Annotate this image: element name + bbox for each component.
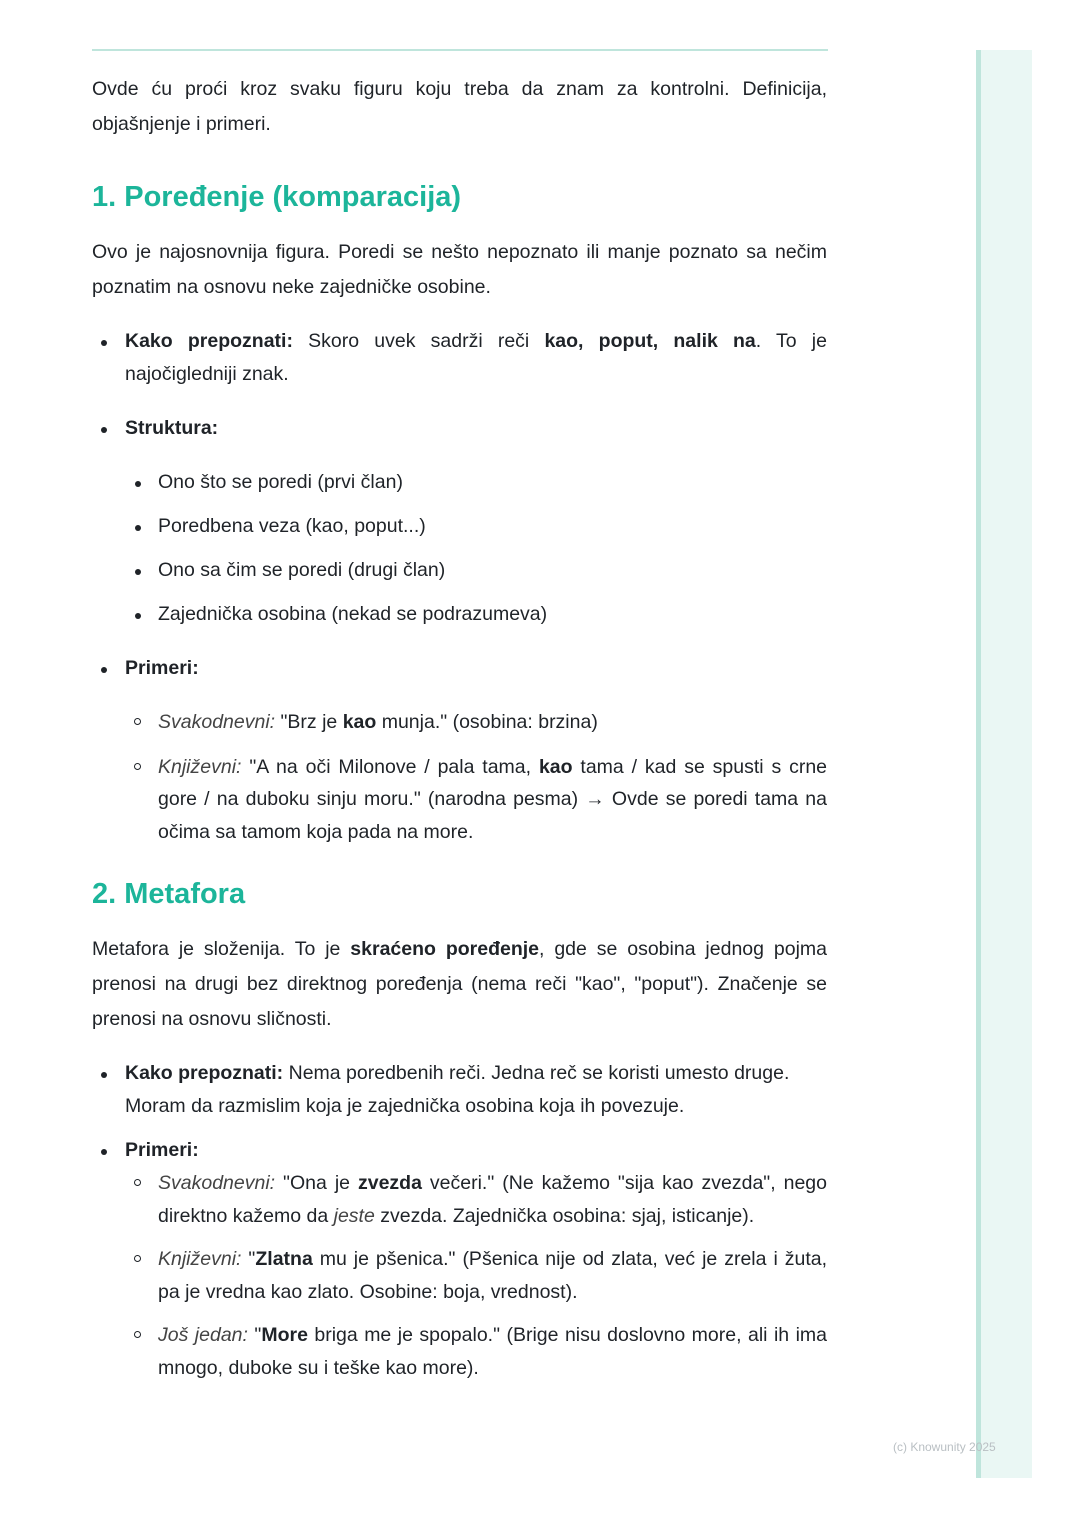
recognize-text: Nema poredbenih reči. Jedna reč se koristi umesto druge. Moram da razmislim koja je zajednička osobina koja ih povezuje. bbox=[125, 1062, 790, 1117]
section-1-examples-list bbox=[125, 706, 827, 848]
example-text: " bbox=[241, 1248, 256, 1270]
example-text-mid: večeri." (Ne kažemo "sija kao zvezda", nego direktno kažemo da bbox=[158, 1172, 827, 1227]
example-text: " bbox=[247, 1324, 262, 1346]
section-2-description bbox=[92, 932, 827, 1037]
section-2-recognize-item bbox=[92, 1057, 827, 1123]
example-label: Svakodnevni: bbox=[158, 711, 276, 733]
example-item bbox=[125, 1167, 827, 1232]
structure-item: Ono sa čim se poredi (drugi član) bbox=[125, 554, 827, 587]
example-keyword: kao bbox=[538, 755, 573, 778]
section-2-examples-list bbox=[125, 1167, 827, 1384]
structure-list bbox=[125, 466, 827, 631]
section-2-list bbox=[92, 1057, 827, 1384]
example-text-end: mu je pšenica." (Pšenica nije od zlata, već je zrela i žuta, pa je vredna kao zlato. Osobine: boja, vrednost). bbox=[158, 1248, 828, 1303]
example-keyword: zvezda bbox=[357, 1172, 422, 1194]
example-text-end: briga me je spopalo." (Brige nisu doslovno more, ali ih ima mnogo, duboke su i teške kao more). bbox=[158, 1324, 827, 1379]
description-text: Metafora je složenija. To je bbox=[92, 938, 351, 960]
top-divider bbox=[92, 49, 828, 51]
recognize-label: Kako prepoznati: bbox=[125, 330, 293, 352]
section-2-examples-item bbox=[92, 1134, 827, 1384]
copyright-footer: (c) Knowunity 2025 bbox=[893, 1440, 996, 1454]
example-text: "Ona je bbox=[275, 1172, 358, 1194]
example-keyword: More bbox=[261, 1324, 308, 1346]
section-1-description: Ovo je najosnovnija figura. Poredi se nešto nepoznato ili manje poznato sa nečim poznatim na osnovu neke zajedničke osobine. bbox=[92, 241, 827, 298]
example-label: Još jedan: bbox=[158, 1324, 248, 1346]
example-item bbox=[125, 1243, 827, 1308]
example-label: Književni: bbox=[158, 1248, 242, 1270]
example-item bbox=[125, 751, 827, 849]
section-2-title: 2. Metafora bbox=[92, 878, 246, 910]
example-keyword: kao bbox=[342, 711, 377, 733]
structure-label: Struktura: bbox=[125, 417, 219, 439]
structure-item: Poredbena veza (kao, poput...) bbox=[125, 510, 827, 543]
example-text-end: zvezda. Zajednička osobina: sjaj, isticanje). bbox=[374, 1204, 755, 1227]
intro-paragraph: Ovde ću proći kroz svaku figuru koju treba da znam za kontrolni. Definicija, objašnjenje i primeri. bbox=[92, 78, 827, 135]
example-text-end: munja." (osobina: brzina) bbox=[376, 711, 598, 733]
section-1-examples-item bbox=[92, 652, 827, 848]
description-text-end: , gde se osobina jednog pojma prenosi na drugi bez direktnog poređenja (nema reči "kao", "poput"). Značenje se prenosi na osnovu sličnosti. bbox=[92, 938, 827, 1030]
example-text: "Brz je bbox=[275, 711, 343, 733]
recognize-text: Skoro uvek sadrži reči bbox=[292, 330, 545, 352]
recognize-label: Kako prepoznati: bbox=[125, 1062, 284, 1084]
example-text-end: tama / kad se spusti s crne gore / na duboku sinju moru." (narodna pesma) → Ovde se poredi tama na očima sa tamom koja pada na more. bbox=[158, 755, 828, 843]
side-panel-border bbox=[976, 50, 981, 1478]
recognize-keywords: kao, poput, nalik na bbox=[544, 330, 756, 352]
examples-label: Primeri: bbox=[125, 1139, 199, 1161]
structure-item: Ono što se poredi (prvi član) bbox=[125, 466, 827, 499]
example-text: "A na oči Milonove / pala tama, bbox=[241, 755, 539, 778]
recognize-text-end: . To je najočigledniji znak. bbox=[125, 330, 827, 385]
description-keyword: skraćeno poređenje bbox=[350, 938, 540, 960]
examples-label: Primeri: bbox=[125, 657, 199, 679]
example-item bbox=[125, 706, 827, 739]
example-label: Svakodnevni: bbox=[158, 1172, 276, 1194]
example-keyword: Zlatna bbox=[255, 1248, 313, 1270]
section-1-recognize-item bbox=[92, 325, 827, 391]
example-item bbox=[125, 1319, 827, 1384]
structure-item: Zajednička osobina (nekad se podrazumeva) bbox=[125, 598, 827, 631]
side-panel bbox=[976, 50, 1032, 1478]
example-label: Književni: bbox=[158, 755, 242, 778]
section-1-title: 1. Poređenje (komparacija) bbox=[92, 181, 462, 213]
example-italic: jeste bbox=[333, 1204, 375, 1227]
section-1-list bbox=[92, 325, 827, 848]
document-content bbox=[92, 72, 827, 1384]
section-1-structure-item bbox=[92, 412, 827, 631]
